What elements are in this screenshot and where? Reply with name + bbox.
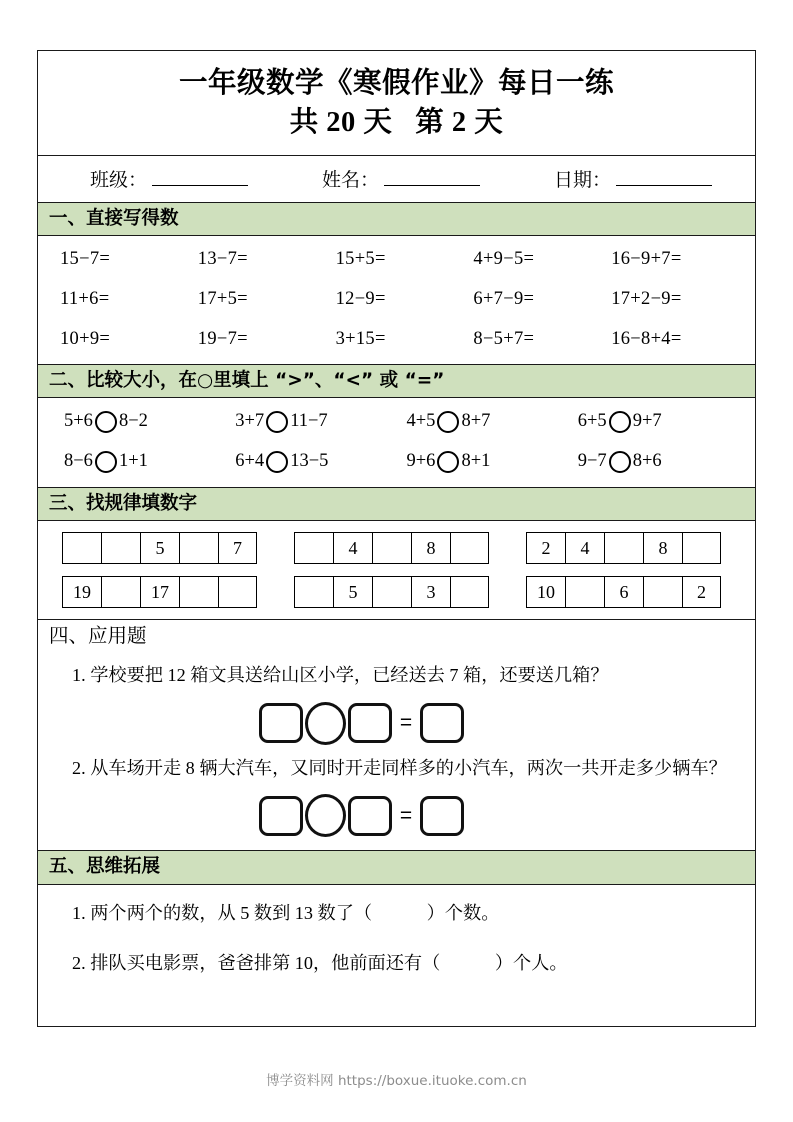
answer-operand-box[interactable] bbox=[259, 703, 303, 743]
arithmetic-problem[interactable]: 19−7= bbox=[197, 328, 248, 349]
pattern-sequence bbox=[62, 532, 257, 564]
comparison-circle-blank[interactable] bbox=[95, 411, 117, 433]
comparison-left-expression: 4+5 bbox=[406, 411, 436, 432]
pattern-sequence bbox=[294, 532, 489, 564]
section-5-heading: 五、思维拓展 bbox=[38, 850, 755, 884]
pattern-row bbox=[38, 576, 755, 608]
equals-sign: = bbox=[399, 711, 413, 735]
pattern-cell-blank[interactable] bbox=[294, 576, 333, 608]
arithmetic-problem[interactable]: 13−7= bbox=[197, 248, 248, 269]
comparison-problem[interactable] bbox=[64, 411, 235, 433]
worksheet-page bbox=[37, 50, 756, 1027]
pattern-cell-blank[interactable] bbox=[179, 576, 218, 608]
section-3-body bbox=[38, 521, 755, 619]
pattern-cell-filled: 17 bbox=[140, 576, 179, 608]
comparison-circle-blank[interactable] bbox=[437, 451, 459, 473]
comparison-right-expression: 8+7 bbox=[461, 411, 491, 432]
comparison-problem[interactable] bbox=[407, 411, 578, 433]
pattern-cell-blank[interactable] bbox=[62, 532, 101, 564]
arithmetic-problem[interactable]: 6+7−9= bbox=[473, 288, 535, 309]
pattern-cell-blank[interactable] bbox=[450, 532, 489, 564]
pattern-cell-filled: 8 bbox=[411, 532, 450, 564]
comparison-circle-blank[interactable] bbox=[266, 411, 288, 433]
class-blank-line[interactable] bbox=[152, 170, 248, 186]
word-problem-text: 1. 学校要把 12 箱文具送给山区小学，已经送去 7 箱，还要送几箱？ bbox=[72, 665, 609, 686]
pattern-sequence bbox=[526, 576, 721, 608]
pattern-cell-filled: 8 bbox=[643, 532, 682, 564]
arithmetic-grid bbox=[38, 236, 755, 364]
thinking-problem-list bbox=[38, 885, 755, 1026]
pattern-cell-blank[interactable] bbox=[101, 576, 140, 608]
answer-operator-circle[interactable] bbox=[305, 702, 346, 745]
pattern-cell-filled: 4 bbox=[333, 532, 372, 564]
comparison-problem[interactable] bbox=[578, 451, 749, 473]
answer-result-box[interactable] bbox=[420, 796, 464, 836]
answer-operand-box[interactable] bbox=[259, 796, 303, 836]
pattern-row bbox=[38, 532, 755, 564]
section-5-body bbox=[38, 885, 755, 1026]
pattern-cell-filled: 7 bbox=[218, 532, 257, 564]
arithmetic-problem[interactable]: 12−9= bbox=[335, 288, 386, 309]
pattern-cell-blank[interactable] bbox=[682, 532, 721, 564]
arithmetic-problem[interactable]: 16−8+4= bbox=[611, 328, 682, 349]
name-blank-line[interactable] bbox=[384, 170, 480, 186]
comparison-circle-blank[interactable] bbox=[95, 451, 117, 473]
pattern-cell-blank[interactable] bbox=[372, 532, 411, 564]
pattern-cell-blank[interactable] bbox=[101, 532, 140, 564]
comparison-right-expression: 1+1 bbox=[118, 451, 148, 472]
section-3-heading: 三、找规律填数字 bbox=[38, 487, 755, 521]
arithmetic-problem[interactable]: 8−5+7= bbox=[473, 328, 535, 349]
pattern-grids bbox=[38, 521, 755, 619]
pattern-cell-filled: 5 bbox=[140, 532, 179, 564]
pattern-cell-blank[interactable] bbox=[450, 576, 489, 608]
comparison-left-expression: 3+7 bbox=[235, 411, 265, 432]
pattern-cell-blank[interactable] bbox=[604, 532, 643, 564]
comparison-circle-blank[interactable] bbox=[266, 451, 288, 473]
comparison-circle-blank[interactable] bbox=[609, 451, 631, 473]
arithmetic-problem[interactable]: 15−7= bbox=[60, 248, 111, 269]
pattern-sequence bbox=[526, 532, 721, 564]
pattern-sequence bbox=[62, 576, 257, 608]
word-problem-list bbox=[38, 652, 755, 850]
footer-watermark: 博学资料网 https://boxue.ituoke.com.cn bbox=[266, 1073, 527, 1089]
section-1-body bbox=[38, 236, 755, 364]
word-problem-answer-row bbox=[62, 794, 739, 837]
comparison-problem[interactable] bbox=[578, 411, 749, 433]
comparison-circle-blank[interactable] bbox=[437, 411, 459, 433]
thinking-problem[interactable]: 1. 两个两个的数，从 5 数到 13 数了（ ）个数。 bbox=[72, 902, 500, 923]
comparison-left-expression: 5+6 bbox=[64, 411, 93, 432]
class-label: 班级： bbox=[90, 170, 148, 192]
comparison-right-expression: 13−5 bbox=[290, 451, 329, 472]
arithmetic-problem[interactable]: 15+5= bbox=[335, 248, 386, 269]
pattern-cell-filled: 2 bbox=[682, 576, 721, 608]
class-field[interactable] bbox=[90, 165, 248, 192]
comparison-problem[interactable] bbox=[235, 411, 406, 433]
section-2-body bbox=[38, 398, 755, 487]
worksheet-title-line2: 共 20 天 第 2 天 bbox=[289, 107, 504, 139]
comparison-right-expression: 11−7 bbox=[290, 411, 328, 432]
answer-operand-box[interactable] bbox=[348, 796, 392, 836]
pattern-sequence bbox=[294, 576, 489, 608]
comparison-problem[interactable] bbox=[407, 451, 578, 473]
date-blank-line[interactable] bbox=[616, 170, 712, 186]
pattern-cell-blank[interactable] bbox=[179, 532, 218, 564]
comparison-grid bbox=[38, 398, 755, 487]
pattern-cell-filled: 4 bbox=[565, 532, 604, 564]
pattern-cell-blank[interactable] bbox=[565, 576, 604, 608]
word-problem-answer-row bbox=[62, 702, 739, 745]
title-block bbox=[38, 51, 755, 156]
worksheet-title-line1: 一年级数学《寒假作业》每日一练 bbox=[178, 68, 614, 99]
section-1-heading: 一、直接写得数 bbox=[38, 203, 755, 236]
arithmetic-problem[interactable]: 3+15= bbox=[335, 328, 386, 349]
answer-result-box[interactable] bbox=[420, 703, 464, 743]
name-field[interactable] bbox=[322, 165, 480, 192]
pattern-cell-filled: 2 bbox=[526, 532, 565, 564]
answer-operand-box[interactable] bbox=[348, 703, 392, 743]
student-info-row bbox=[38, 156, 755, 203]
comparison-right-expression: 8+6 bbox=[632, 451, 662, 472]
comparison-problem[interactable] bbox=[64, 451, 235, 473]
pattern-cell-filled: 6 bbox=[604, 576, 643, 608]
name-label: 姓名： bbox=[322, 170, 380, 192]
comparison-right-expression: 8−2 bbox=[118, 411, 148, 432]
arithmetic-problem[interactable]: 11+6= bbox=[60, 288, 110, 309]
equals-sign: = bbox=[399, 803, 413, 827]
arithmetic-problem[interactable]: 10+9= bbox=[60, 328, 111, 349]
word-problem-text: 2. 从车场开走 8 辆大汽车，又同时开走同样多的小汽车，两次一共开走多少辆车？ bbox=[72, 757, 727, 778]
comparison-left-expression: 9−7 bbox=[577, 451, 607, 472]
comparison-left-expression: 8−6 bbox=[64, 451, 93, 472]
section-4-body bbox=[38, 652, 755, 850]
comparison-right-expression: 8+1 bbox=[461, 451, 491, 472]
comparison-right-expression: 9+7 bbox=[632, 411, 662, 432]
thinking-problem[interactable]: 2. 排队买电影票，爸爸排第 10，他前面还有（ ）个人。 bbox=[72, 952, 568, 973]
arithmetic-problem[interactable]: 17+2−9= bbox=[611, 288, 682, 309]
comparison-left-expression: 6+4 bbox=[235, 451, 265, 472]
comparison-left-expression: 6+5 bbox=[577, 411, 607, 432]
date-label: 日期： bbox=[554, 170, 612, 192]
arithmetic-problem[interactable]: 4+9−5= bbox=[473, 248, 535, 269]
pattern-cell-filled: 3 bbox=[411, 576, 450, 608]
comparison-circle-blank[interactable] bbox=[609, 411, 631, 433]
pattern-cell-blank[interactable] bbox=[294, 532, 333, 564]
pattern-cell-filled: 19 bbox=[62, 576, 101, 608]
arithmetic-problem[interactable]: 16−9+7= bbox=[611, 248, 682, 269]
section-4-heading: 四、应用题 bbox=[38, 619, 755, 652]
answer-operator-circle[interactable] bbox=[305, 794, 346, 837]
pattern-cell-filled: 5 bbox=[333, 576, 372, 608]
section-2-heading: 二、比较大小，在○里填上 “>”、“<” 或 “=” bbox=[38, 364, 755, 398]
pattern-cell-blank[interactable] bbox=[643, 576, 682, 608]
date-field[interactable] bbox=[554, 165, 712, 192]
comparison-problem[interactable] bbox=[235, 451, 406, 473]
comparison-left-expression: 9+6 bbox=[406, 451, 436, 472]
arithmetic-problem[interactable]: 17+5= bbox=[197, 288, 248, 309]
pattern-cell-blank[interactable] bbox=[218, 576, 257, 608]
pattern-cell-blank[interactable] bbox=[372, 576, 411, 608]
pattern-cell-filled: 10 bbox=[526, 576, 565, 608]
